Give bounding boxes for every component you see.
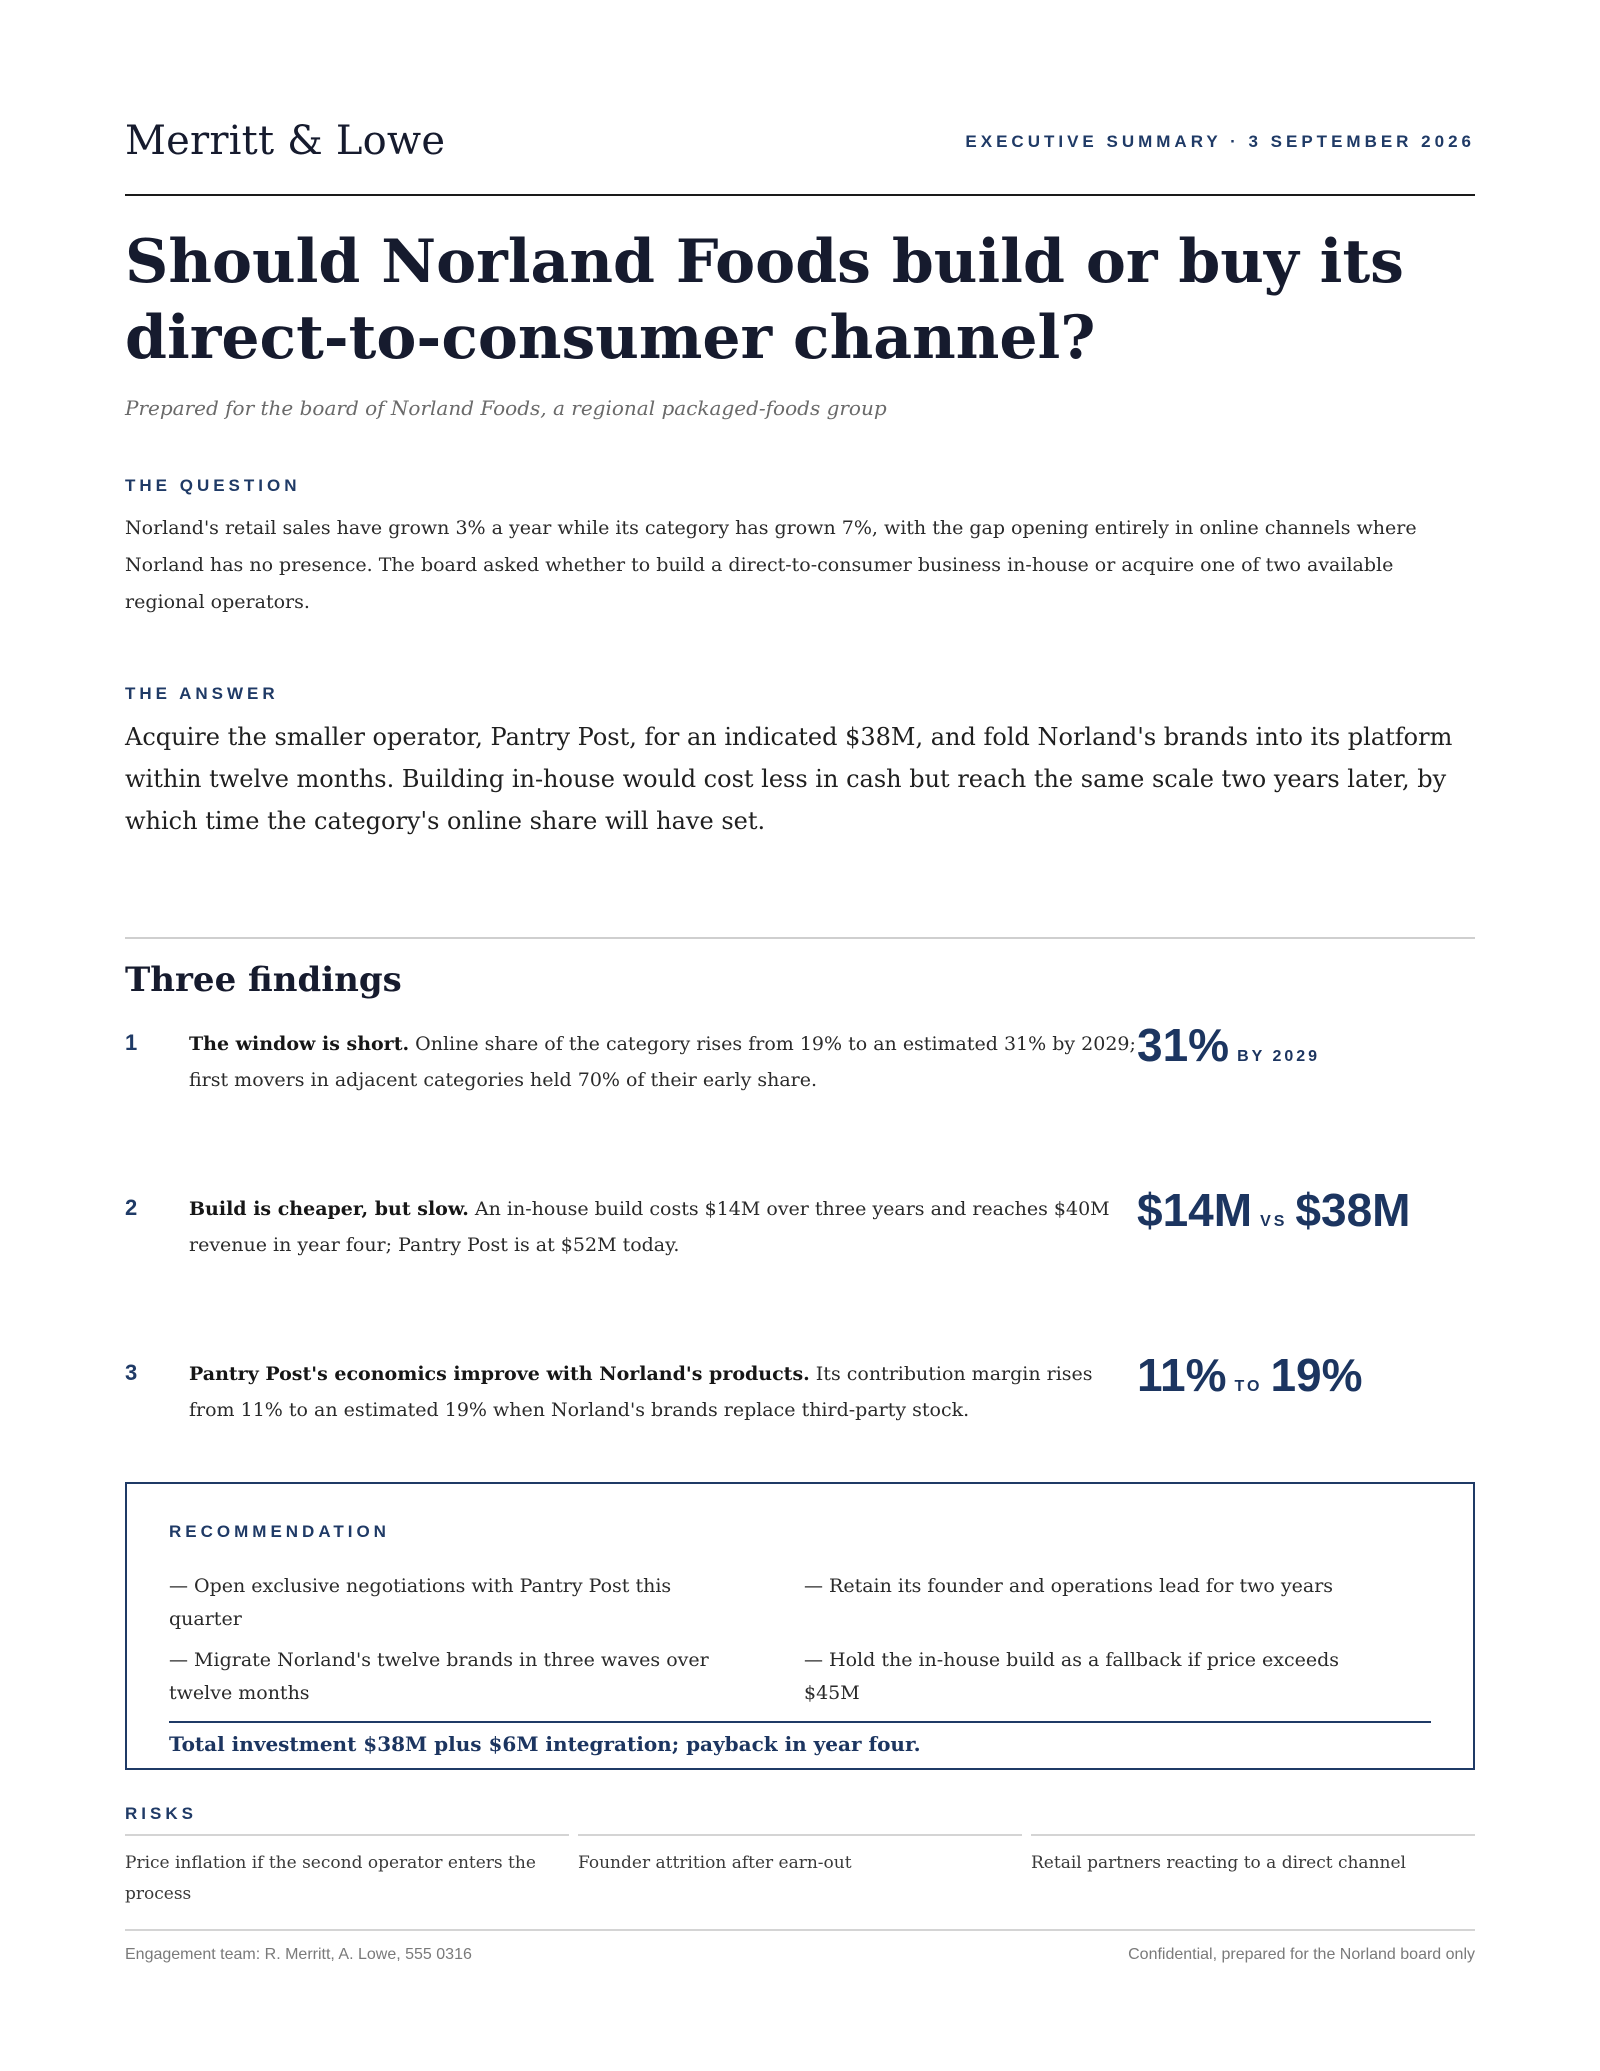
header-divider [125,194,1475,196]
risk-item: Founder attrition after earn-out [578,1834,1022,1879]
stat-secondary: $38M [1295,1184,1411,1236]
footer-divider [125,1929,1475,1931]
finding-text [189,1026,1139,1098]
recommendation-item: — Retain its founder and operations lead for two years [804,1575,1334,1597]
footer-confidential: Confidential, prepared for the Norland board only [1128,1946,1475,1963]
recommendation-label: RECOMMENDATION [169,1522,390,1541]
findings-heading: Three findings [125,960,402,1000]
stat-primary: $14M [1137,1184,1253,1236]
finding-number: 3 [125,1360,138,1385]
finding-number: 1 [125,1030,138,1055]
stat-secondary: 19% [1270,1349,1363,1401]
finding-lead: Build is cheaper, but slow. [189,1198,469,1220]
finding-body: Its contribution margin rises from 11% to an estimated 19% when Norland's brands replace third-party stock. [189,1363,1093,1421]
finding-stat [1137,1018,1328,1072]
risk-item: Retail partners reacting to a direct channel [1031,1834,1475,1879]
page-subtitle: Prepared for the board of Norland Foods, a regional packaged-foods group [125,396,887,420]
recommendation-box [125,1482,1475,1770]
finding-body: Online share of the category rises from 19% to an estimated 31% by 2029; first movers in adjacent categories held 70% of their early share. [189,1033,1136,1091]
recommendation-item: — Migrate Norland's twelve brands in three waves over twelve months [169,1649,709,1704]
finding-text [189,1191,1139,1263]
stat-primary: 11% [1137,1349,1227,1401]
question-label: THE QUESTION [125,476,301,495]
finding-stat [1137,1183,1411,1237]
question-text: Norland's retail sales have grown 3% a year while its category has grown 7%, with the gap opening entirely in online channels where Norland has no presence. The board asked whether to build a direct-to-consumer business in-house or acquire one of two available regional operators. [125,517,1417,613]
recommendation-divider [169,1721,1431,1723]
finding-lead: Pantry Post's economics improve with Norland's products. [189,1363,810,1385]
risk-item: Price inflation if the second operator enters the process [125,1834,569,1910]
stat-primary: 31% [1137,1019,1230,1071]
document-meta: EXECUTIVE SUMMARY · 3 SEPTEMBER 2026 [965,132,1475,151]
stat-separator: TO [1234,1378,1263,1395]
page-title: Should Norland Foods build or buy its direct-to-consumer channel? [125,227,1404,373]
stat-separator: BY 2029 [1237,1048,1321,1065]
recommendation-item: — Open exclusive negotiations with Pantry Post this quarter [169,1575,672,1630]
page-header [125,118,1475,168]
section-divider [125,937,1475,939]
finding-lead: The window is short. [189,1033,410,1055]
footer-team: Engagement team: R. Merritt, A. Lowe, 555 0316 [125,1946,472,1963]
recommendation-total: Total investment $38M plus $6M integration; payback in year four. [169,1732,921,1756]
executive-summary-page [125,0,1475,2071]
finding-stat [1137,1348,1363,1402]
answer-label: THE ANSWER [125,684,279,703]
finding-body: An in-house build costs $14M over three years and reaches $40M revenue in year four; Pantry Post is at $52M today. [189,1198,1110,1256]
answer-text: Acquire the smaller operator, Pantry Post, for an indicated $38M, and fold Norland's brands into its platform within twelve months. Building in-house would cost less in cash but reach the same scale two years later, by which time the category's online share will have set. [125,723,1453,835]
finding-number: 2 [125,1195,138,1220]
stat-separator: VS [1260,1213,1288,1230]
firm-logo: Merritt & Lowe [125,118,446,164]
finding-text [189,1356,1139,1428]
recommendation-item: — Hold the in-house build as a fallback if price exceeds $45M [804,1649,1339,1704]
risks-label: RISKS [125,1804,197,1823]
